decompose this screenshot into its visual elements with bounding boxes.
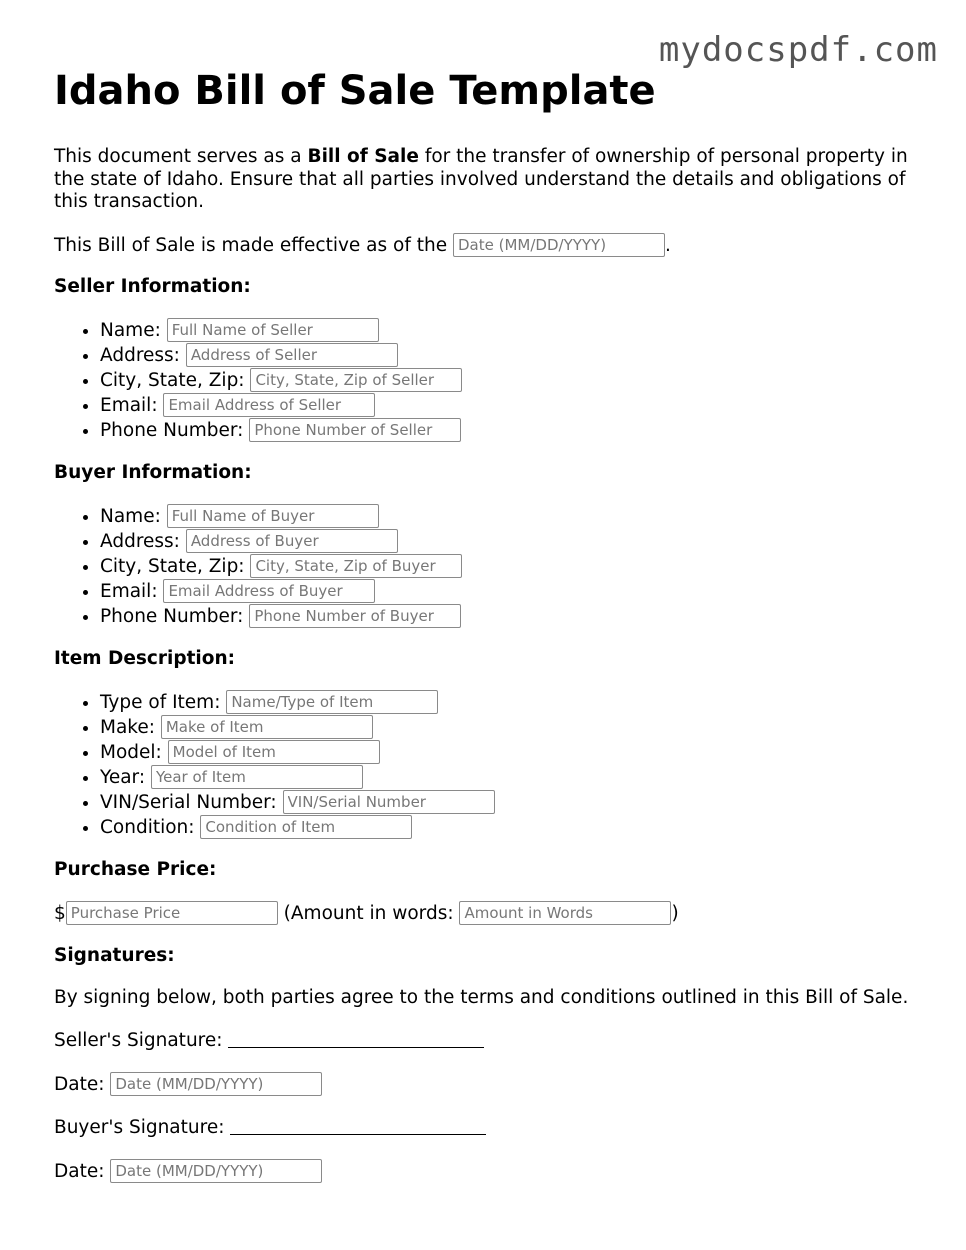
seller-address-input[interactable] [186,343,398,367]
buyer-address-label: Address: [100,531,180,552]
signatures-heading: Signatures: [54,945,175,966]
price-heading: Purchase Price: [54,859,217,880]
effective-date-suffix: . [665,234,671,256]
list-item [100,604,924,629]
buyer-date-row [54,1159,924,1184]
list-item [100,504,924,529]
item-vin-label: VIN/Serial Number: [100,792,277,813]
seller-list [54,318,924,443]
item-make-input[interactable] [161,715,373,739]
item-model-input[interactable] [168,740,380,764]
buyer-name-input[interactable] [167,504,379,528]
price-row [54,901,924,926]
list-item [100,393,924,418]
item-vin-input[interactable] [283,790,495,814]
intro-text-before: This document serves as a [54,146,308,167]
buyer-address-input[interactable] [186,529,398,553]
list-item [100,765,924,790]
list-item [100,815,924,840]
page-title: Idaho Bill of Sale Template [54,68,656,114]
list-item [100,690,924,715]
intro-bold: Bill of Sale [307,146,419,167]
item-make-label: Make: [100,717,155,738]
seller-address-label: Address: [100,345,180,366]
buyer-heading: Buyer Information: [54,462,252,483]
item-model-label: Model: [100,742,162,763]
buyer-email-label: Email: [100,581,158,602]
intro-paragraph [54,146,924,214]
seller-email-label: Email: [100,395,158,416]
price-input[interactable] [66,901,278,925]
watermark: mydocspdf.com [658,30,938,70]
item-condition-input[interactable] [200,815,412,839]
seller-city-input[interactable] [250,368,462,392]
buyer-date-label: Date: [54,1160,111,1182]
list-item [100,715,924,740]
buyer-signature-line[interactable] [230,1116,486,1135]
seller-date-label: Date: [54,1073,111,1095]
seller-signature-row [54,1029,924,1053]
seller-date-row [54,1072,924,1097]
list-item [100,790,924,815]
list-item [100,368,924,393]
list-item [100,529,924,554]
buyer-city-label: City, State, Zip: [100,556,245,577]
seller-date-input[interactable] [110,1072,322,1096]
document-body [54,66,924,1203]
buyer-email-input[interactable] [163,579,375,603]
effective-date-input[interactable] [453,233,665,257]
buyer-date-input[interactable] [110,1159,322,1183]
buyer-signature-label: Buyer's Signature: [54,1116,231,1138]
list-item [100,579,924,604]
seller-phone-input[interactable] [249,418,461,442]
signatures-statement: By signing below, both parties agree to the terms and conditions outlined in this Bill of Sale. [54,987,909,1008]
item-type-input[interactable] [226,690,438,714]
buyer-list [54,504,924,629]
amount-words-input[interactable] [459,901,671,925]
effective-date-label: This Bill of Sale is made effective as of the [54,234,453,256]
seller-name-input[interactable] [167,318,379,342]
buyer-signature-row [54,1116,924,1140]
list-item [100,554,924,579]
list-item [100,343,924,368]
seller-email-input[interactable] [163,393,375,417]
buyer-name-label: Name: [100,506,161,527]
effective-date-line [54,233,924,258]
buyer-phone-label: Phone Number: [100,606,244,627]
seller-city-label: City, State, Zip: [100,370,245,391]
intro-text-after: for the transfer of ownership of personal property in the state of Idaho. Ensure that all parties involved understand the details and obligations of this transaction. [54,146,908,212]
seller-name-label: Name: [100,320,161,341]
item-condition-label: Condition: [100,817,195,838]
seller-heading: Seller Information: [54,276,251,297]
item-list [54,690,924,840]
list-item [100,740,924,765]
buyer-phone-input[interactable] [249,604,461,628]
item-year-input[interactable] [151,765,363,789]
seller-signature-label: Seller's Signature: [54,1029,229,1051]
seller-signature-line[interactable] [228,1029,484,1048]
item-type-label: Type of Item: [100,692,221,713]
buyer-city-input[interactable] [250,554,462,578]
list-item [100,418,924,443]
item-heading: Item Description: [54,648,236,669]
seller-phone-label: Phone Number: [100,420,244,441]
amount-words-close: ) [671,903,679,924]
currency-symbol: $ [54,903,66,924]
item-year-label: Year: [100,767,146,788]
list-item [100,318,924,343]
amount-words-label: (Amount in words: [283,903,460,924]
